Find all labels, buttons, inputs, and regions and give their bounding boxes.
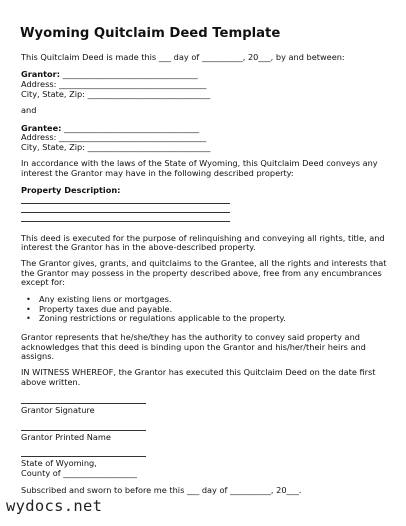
intro-text: This Quitclaim Deed is made this ___ day of __________, 20___, by and between: xyxy=(21,52,345,62)
watermark[interactable]: wydocs.net xyxy=(6,497,103,515)
grantor-printed-name-label: Grantor Printed Name xyxy=(21,432,111,442)
witness-line-1: IN WITNESS WHEREOF, the Grantor has executed this Quitclaim Deed on the date first xyxy=(21,367,376,377)
property-heading: Property Description: xyxy=(21,185,121,195)
document-title: Wyoming Quitclaim Deed Template xyxy=(20,26,281,41)
conveyance-line-1: In accordance with the laws of the State of Wyoming, this Quitclaim Deed conveys any xyxy=(21,158,378,168)
grantee-city-line: City, State, Zip: ______________________________ xyxy=(21,142,211,152)
grantee-address-line: Address: ____________________________________ xyxy=(21,132,207,142)
exception-item: • Zoning restrictions or regulations applicable to the property. xyxy=(27,313,286,324)
grant-line-2: the Grantor may possess in the property described above, free from any encumbrances xyxy=(21,268,382,278)
authority-line-2: acknowledges that this deed is binding upon the Grantor and his/her/their heirs and xyxy=(21,342,366,352)
property-line-3 xyxy=(21,221,230,222)
notary-line xyxy=(21,456,146,457)
witness-line-2: above written. xyxy=(21,377,81,387)
county-line: County of __________________ xyxy=(21,468,137,478)
property-line-1 xyxy=(21,203,230,204)
conveyance-line-2: interest the Grantor may have in the following described property: xyxy=(21,168,294,178)
purpose-line-1: This deed is executed for the purpose of relinquishing and conveying all rights, title, and xyxy=(21,233,385,243)
exception-item: • Any existing liens or mortgages. xyxy=(27,294,172,305)
grantee-name-blank: _________________________________ xyxy=(64,123,200,133)
grantee-label: Grantee: xyxy=(21,123,62,133)
grant-line-1: The Grantor gives, grants, and quitclaims to the Grantee, all the rights and interests that xyxy=(21,258,387,268)
printed-name-line xyxy=(21,430,146,431)
purpose-line-2: interest the Grantor has in the above-described property. xyxy=(21,242,256,252)
signature-line xyxy=(21,403,146,404)
grant-line-3: except for: xyxy=(21,277,66,287)
grantor-address-line: Address: ____________________________________ xyxy=(21,79,207,89)
and-text: and xyxy=(21,105,37,115)
grantor-label: Grantor: xyxy=(21,69,60,79)
authority-line-3: assigns. xyxy=(21,351,55,361)
property-line-2 xyxy=(21,212,230,213)
exception-item: • Property taxes due and payable. xyxy=(27,304,172,315)
grantor-city-line: City, State, Zip: ______________________________ xyxy=(21,89,211,99)
grantor-name-blank: _________________________________ xyxy=(62,69,198,79)
state-line: State of Wyoming, xyxy=(21,458,97,468)
grantor-signature-label: Grantor Signature xyxy=(21,405,95,415)
subscribed-line: Subscribed and sworn to before me this ___ day of __________, 20___. xyxy=(21,485,302,495)
authority-line-1: Grantor represents that he/she/they has the authority to convey said property and xyxy=(21,332,360,342)
